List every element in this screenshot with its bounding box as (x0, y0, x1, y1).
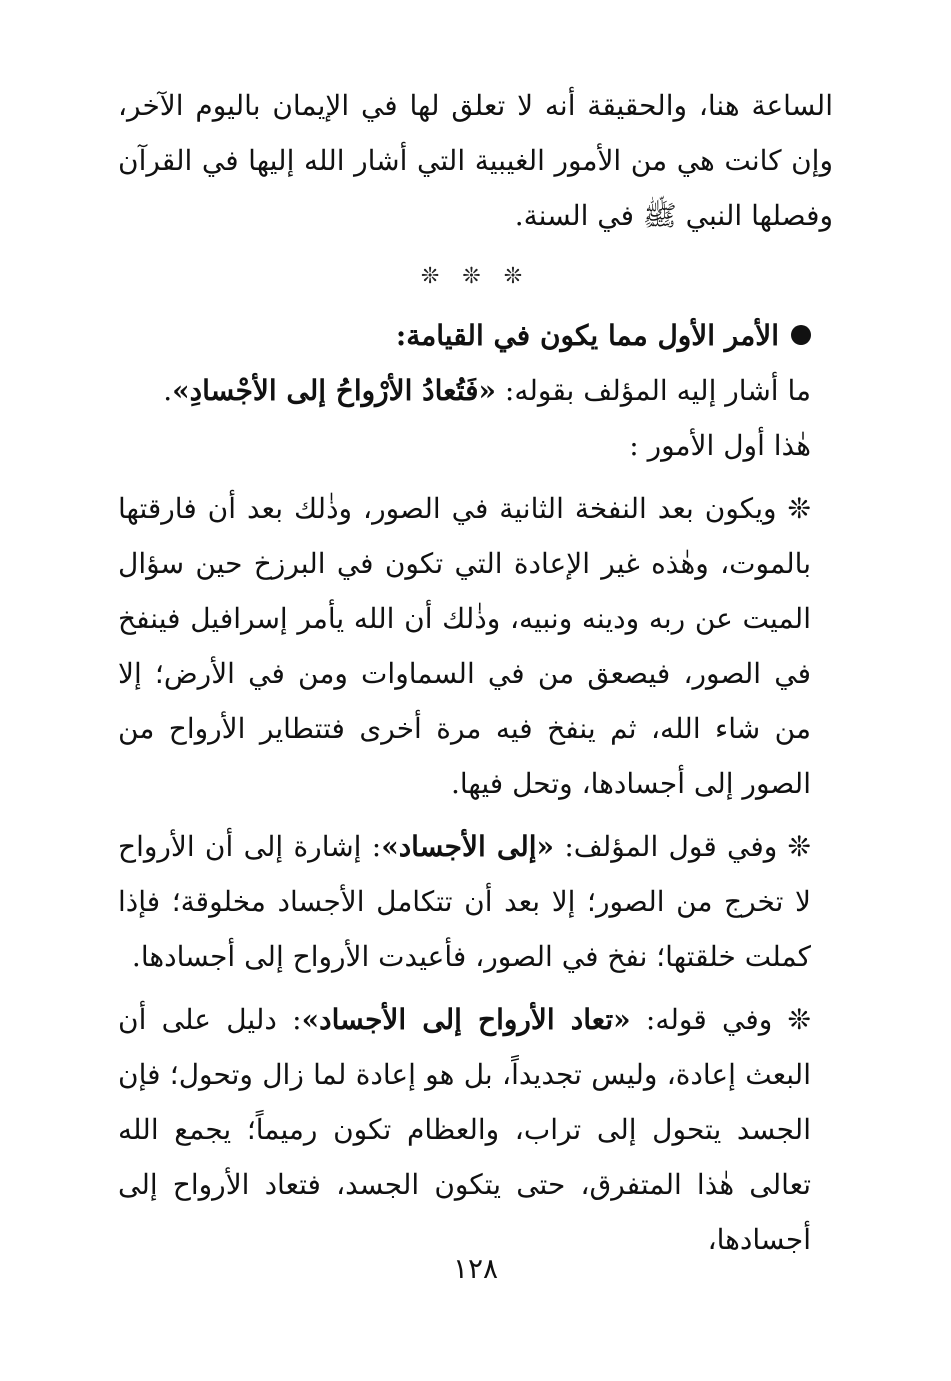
paragraph-author-saying (118, 819, 833, 984)
quote-end: . (163, 374, 173, 407)
section-separator: ❊ ❊ ❊ (420, 264, 531, 289)
page-body (118, 78, 833, 1267)
quote-text: «فَتُعادُ الأرْواحُ إلى الأجْسادِ» (172, 374, 497, 407)
paragraph-blowing-trumpet: ❊ ويكون بعد النفخة الثانية في الصور، وذٰلك بعد أن فارقتها بالموت، وهٰذه غير الإعادة التي تكون في البرزخ حين سؤال الميت عن ربه ودينه ونبيه، وذٰلك أن الله يأمر إسرافيل فينفخ في الصور، فيصعق من في السماوات ومن في الأرض؛ إلا من شاء الله، ثم ينفخ فيه مرة أخرى فتتطاير الأرواح من الصور إلى أجسادها، وتحل فيها. (118, 492, 812, 800)
paragraph-intro: الساعة هنا، والحقيقة أنه لا تعلق لها في الإيمان باليوم الآخر، وإن كانت هي من الأمور الغيبية التي أشار الله إليها في القرآن وفصلها النبي ﷺ في السنة. (118, 89, 833, 232)
saying-lead: ❊ وفي قول المؤلف: (554, 830, 811, 863)
paragraph-first-matter: هٰذا أول الأمور : (629, 429, 811, 462)
saying-quote: «إلى الأجساد» (381, 830, 555, 863)
bullet-icon (791, 325, 811, 345)
evidence-lead: ❊ وفي قوله: (630, 1003, 812, 1036)
evidence-quote: «تعاد الأرواح إلى الأجساد» (301, 1003, 631, 1036)
section-heading (118, 308, 833, 363)
saying-rest: : إشارة إلى أن الأرواح لا تخرج من الصور؛ إلا بعد أن تتكامل الأجساد مخلوقة؛ فإذا كملت خلقتها؛ نفخ في الصور، فأعيدت الأرواح إلى أجسادها. (118, 830, 811, 973)
heading-text: الأمر الأول مما يكون في القيامة: (395, 319, 779, 352)
evidence-rest: : دليل على أن البعث إعادة، وليس تجديداً، بل هو إعادة لما زال وتحول؛ فإن الجسد يتحول إلى تراب، والعظام تكون رميماً؛ يجمع الله تعالى هٰذا المتفرق، حتى يتكون الجسد، فتعاد الأرواح إلى أجسادها، (118, 1003, 811, 1256)
paragraph-quote (118, 363, 833, 418)
page-number: ١٢٨ (452, 1252, 499, 1285)
quote-lead: ما أشار إليه المؤلف بقوله: (496, 374, 811, 407)
paragraph-resurrection-evidence (118, 992, 833, 1267)
